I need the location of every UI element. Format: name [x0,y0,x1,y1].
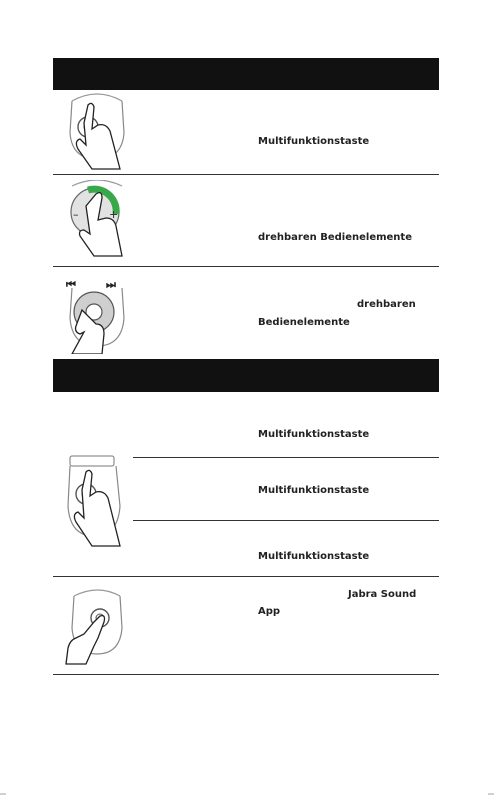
svg-text:+: + [109,208,119,221]
headphone-press-button-large-icon [58,452,132,548]
headphone-press-button-icon [62,93,132,171]
svg-text:–: – [73,208,79,221]
section-2-row-4-label-line-2: App [258,606,281,617]
divider [133,457,439,458]
section-2-row-3-label: Multifunktionstaste [258,551,370,562]
divider [53,674,439,675]
row-1-label: Multifunktionstaste [258,136,370,147]
headphone-touch-app-icon [62,588,132,668]
divider [133,520,439,521]
row-2-label: drehbaren Bedienelemente [258,232,412,243]
section-2-row-2-label: Multifunktionstaste [258,485,370,496]
divider [53,266,439,267]
row-3-label-line-1: drehbaren [357,299,416,310]
headphone-skip-track-icon [62,274,132,354]
divider [53,576,439,577]
svg-text:⏭: ⏭ [106,278,116,291]
divider [53,174,439,175]
section-2-header-bar [53,359,439,392]
section-2-row-1-label: Multifunktionstaste [258,429,370,440]
headphone-rotate-volume-icon [62,180,132,258]
svg-text:⏮: ⏮ [66,278,76,291]
section-1-header-bar [53,58,439,90]
section-2-row-4-label-line-1: Jabra Sound [348,589,417,600]
row-3-label-line-2: Bedienelemente [258,317,350,328]
